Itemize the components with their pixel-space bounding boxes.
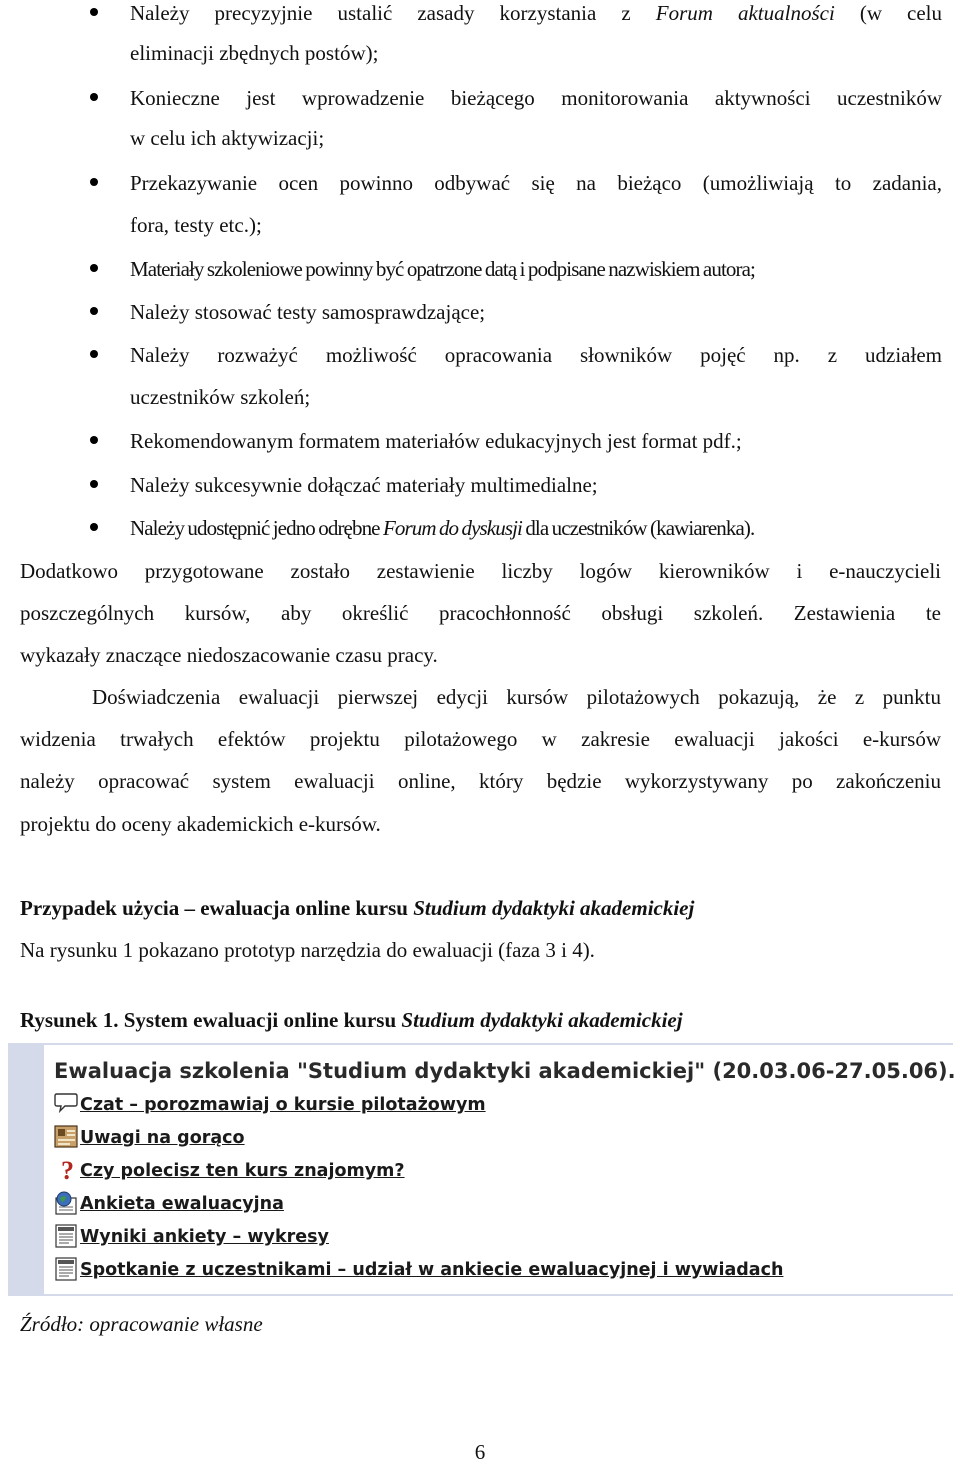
bullet-icon	[90, 8, 98, 16]
link-survey-label[interactable]: Ankieta ewaluacyjna	[80, 1194, 284, 1214]
paragraph-line: projektu do oceny akademickich e-kursów.	[20, 812, 381, 836]
bullet-icon	[90, 93, 98, 101]
paragraph-line: wykazały znaczące niedoszacowanie czasu pracy.	[20, 643, 438, 667]
bullet-icon	[90, 480, 98, 488]
paragraph-line: Dodatkowo przygotowane zostało zestawienie liczby logów kierowników i e-nauczycieli	[20, 559, 941, 583]
globe-icon	[54, 1190, 80, 1216]
link-survey-results-label[interactable]: Wyniki ankiety – wykresy	[80, 1227, 329, 1247]
page-number: 6	[474, 1440, 486, 1464]
evaluation-panel	[8, 1043, 956, 1296]
figure-source: Źródło: opracowanie własne	[20, 1312, 263, 1336]
link-chat-label[interactable]: Czat – porozmawiaj o kursie pilotażowym	[80, 1095, 486, 1115]
svg-text:?: ?	[61, 1157, 74, 1183]
document-icon	[54, 1223, 80, 1249]
evaluation-title: Ewaluacja szkolenia "Studium dydaktyki akademickiej" (20.03.06-27.05.06).	[54, 1059, 956, 1083]
paragraph-line: Doświadczenia ewaluacji pierwszej edycji kursów pilotażowych pokazują, że z punktu	[92, 685, 941, 709]
bullet-icon	[90, 178, 98, 186]
link-quick-notes-label[interactable]: Uwagi na gorąco	[80, 1128, 245, 1148]
notes-icon	[54, 1124, 80, 1150]
speech-bubble-icon	[54, 1091, 80, 1117]
evaluation-panel-content	[44, 1045, 956, 1294]
bullet-icon	[90, 350, 98, 358]
bullet-icon	[90, 523, 98, 531]
bullet-icon	[90, 307, 98, 315]
paragraph-line: należy opracować system ewaluacji online, który będzie wykorzystywany po zakończeniu	[20, 769, 941, 793]
document-icon	[54, 1256, 80, 1282]
paragraph-line: poszczególnych kursów, aby określić pracochłonność obsługi szkoleń. Zestawienia te	[20, 601, 941, 625]
link-recommend-label[interactable]: Czy polecisz ten kurs znajomym?	[80, 1161, 405, 1181]
figure-caption: Rysunek 1. System ewaluacji online kursu Studium dydaktyki akademickiej	[20, 1008, 683, 1032]
bullet-icon	[90, 264, 98, 272]
paragraph-line: widzenia trwałych efektów projektu pilotażowego w zakresie ewaluacji jakości e-kursów	[20, 727, 941, 751]
bullet-icon	[90, 436, 98, 444]
question-icon	[54, 1157, 80, 1183]
use-case-text: Na rysunku 1 pokazano prototyp narzędzia do ewaluacji (faza 3 i 4).	[20, 938, 595, 962]
link-meeting-label[interactable]: Spotkanie z uczestnikami – udział w ankiecie ewaluacyjnej i wywiadach	[80, 1260, 784, 1280]
use-case-heading: Przypadek użycia – ewaluacja online kursu Studium dydaktyki akademickiej	[20, 896, 695, 920]
